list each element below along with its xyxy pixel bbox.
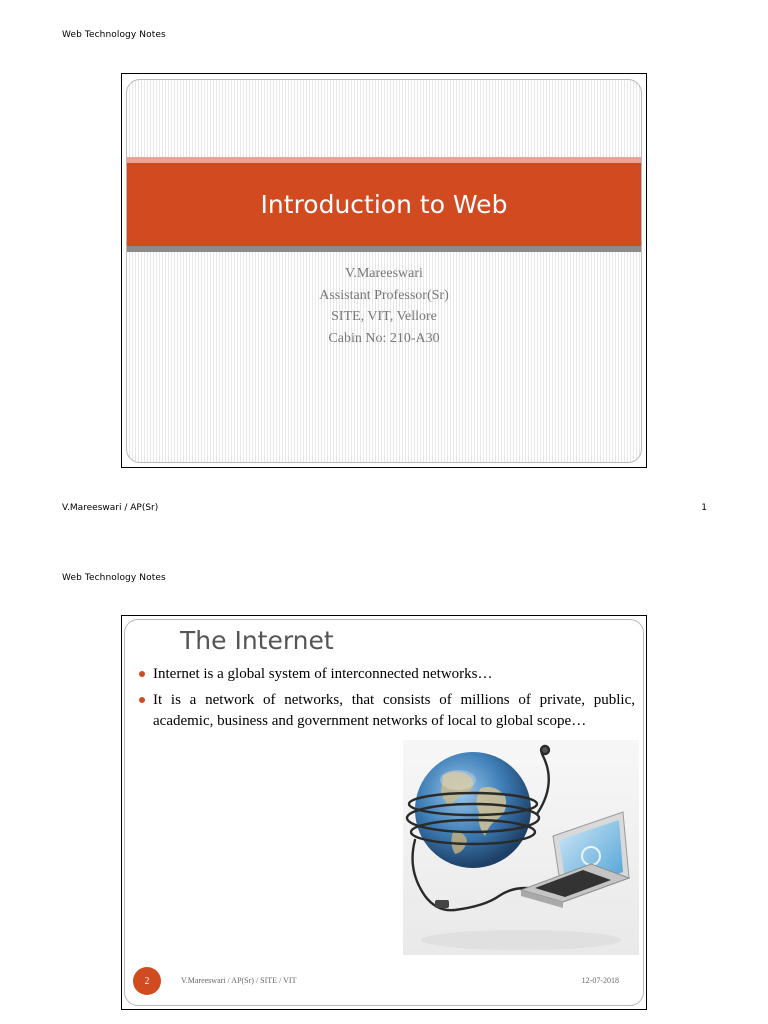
slide-2-background: [124, 619, 644, 1006]
slide-title: Introduction to Web: [260, 190, 508, 219]
author-name: V.Mareeswari: [345, 266, 423, 281]
plug-icon: [435, 900, 449, 908]
slide-footer-left: V.Mareeswari / AP(Sr) / SITE / VIT: [181, 976, 297, 985]
bullet-list: [137, 664, 635, 737]
slide-number-badge: 2: [133, 967, 161, 995]
bullet-dot-icon: [139, 697, 145, 703]
list-item: [137, 690, 635, 732]
slide-1-background: [126, 79, 642, 463]
bullet-text: It is a network of networks, that consists of millions of private, public, academic, business and government networks of local to global scope…: [153, 692, 635, 729]
page-number: 1: [701, 503, 707, 513]
author-affiliation: SITE, VIT, Vellore: [331, 309, 437, 324]
bullet-dot-icon: [139, 671, 145, 677]
slide-1: [121, 73, 647, 468]
page-header: Web Technology Notes: [62, 573, 166, 583]
title-band: [127, 163, 641, 246]
author-cabin: Cabin No: 210-A30: [328, 330, 440, 346]
list-item: [137, 664, 635, 685]
globe-icon: [415, 752, 531, 868]
author-designation: Assistant Professor(Sr): [319, 287, 449, 303]
title-band-bottom-stripe: [127, 246, 641, 252]
slide-2: [121, 615, 647, 1010]
reflection: [421, 930, 621, 950]
slide-title: The Internet: [180, 626, 334, 655]
bullet-text: Internet is a global system of interconnected networks…: [153, 666, 493, 682]
slide-footer-date: 12-07-2018: [581, 976, 619, 985]
globe-laptop-network-illustration: [403, 740, 639, 955]
page-footer: V.Mareeswari / AP(Sr): [62, 503, 159, 513]
page-header: Web Technology Notes: [62, 30, 166, 40]
slide-subtitle: [127, 263, 641, 349]
